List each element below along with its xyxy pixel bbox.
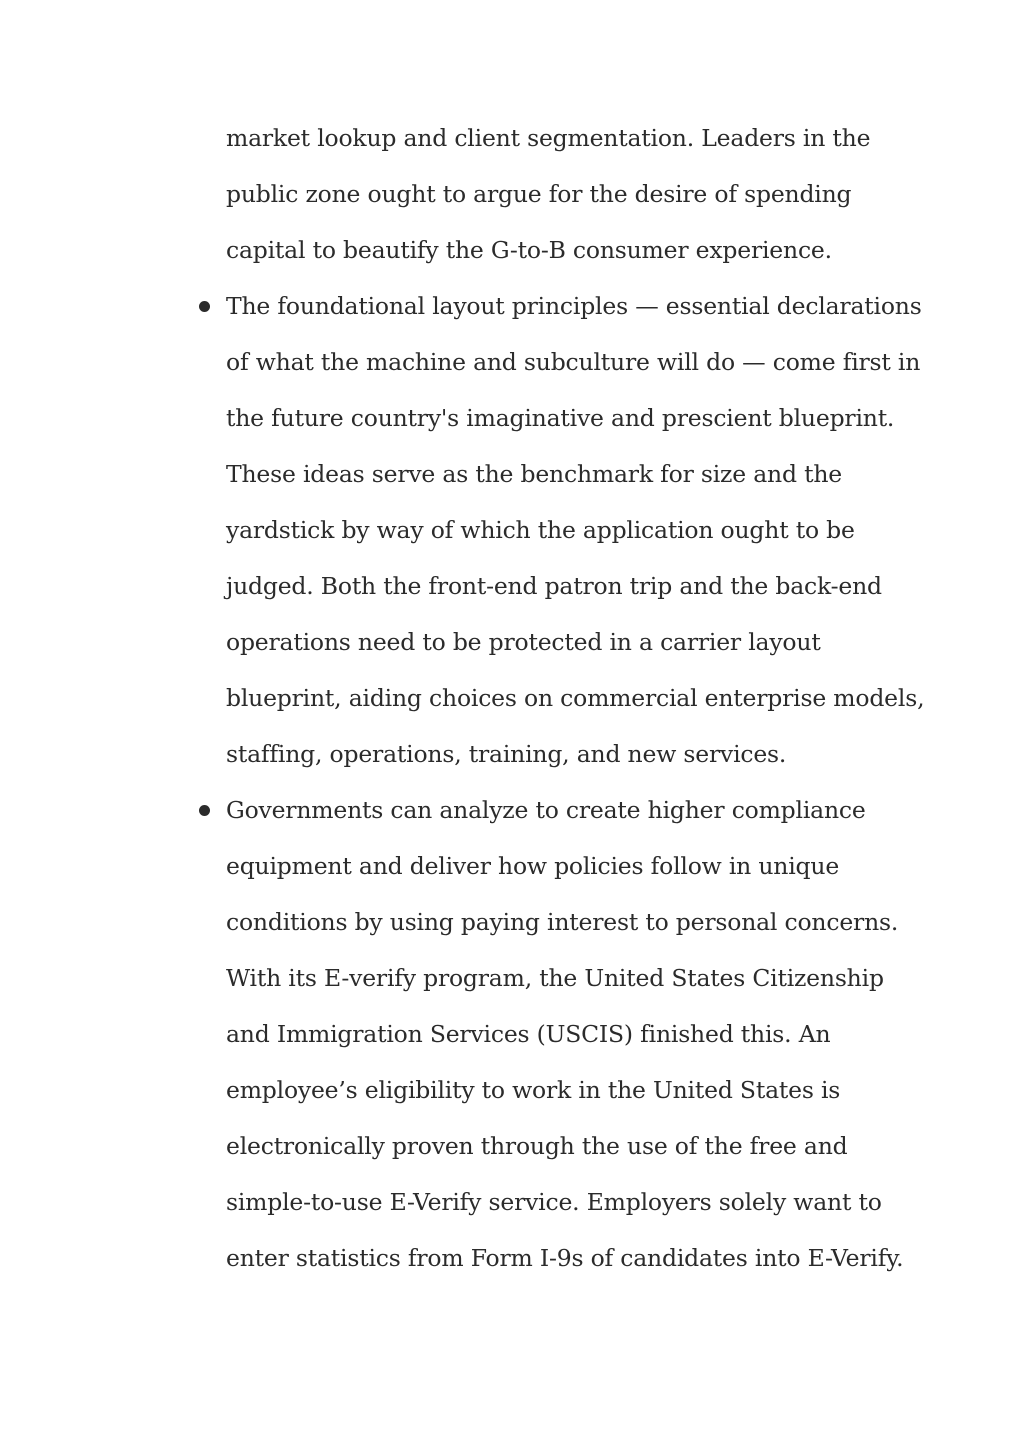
text-line: and Immigration Services (USCIS) finished this. An: [226, 1020, 831, 1048]
bullet-item-design-principles: [226, 278, 925, 782]
text-line: operations need to be protected in a carrier layout: [226, 628, 821, 656]
text-line: blueprint, aiding choices on commercial enterprise models,: [226, 684, 925, 712]
bullet-icon: [194, 278, 214, 334]
text-line: enter statistics from Form I-9s of candidates into E-Verify.: [226, 1244, 904, 1272]
paragraph-continuation: [226, 110, 916, 278]
text-line: electronically proven through the use of the free and: [226, 1132, 848, 1160]
text-line: employee’s eligibility to work in the United States is: [226, 1076, 841, 1104]
text-line: With its E-verify program, the United States Citizenship: [226, 964, 884, 992]
bullet-item-governments: [226, 782, 916, 1286]
document-body: [226, 110, 925, 1286]
text-line: capital to beautify the G-to-B consumer experience.: [226, 236, 832, 264]
bullet-icon: [194, 782, 214, 838]
text-line: judged. Both the front-end patron trip and the back-end: [226, 572, 882, 600]
text-line: Governments can analyze to create higher compliance: [226, 796, 866, 824]
text-line: of what the machine and subculture will do — come first in: [226, 348, 921, 376]
text-line: conditions by using paying interest to personal concerns.: [226, 908, 899, 936]
text-line: equipment and deliver how policies follow in unique: [226, 852, 840, 880]
text-line: simple-to-use E-Verify service. Employers solely want to: [226, 1188, 882, 1216]
text-line: public zone ought to argue for the desire of spending: [226, 180, 852, 208]
text-line: staffing, operations, training, and new services.: [226, 740, 787, 768]
text-line: yardstick by way of which the application ought to be: [226, 516, 855, 544]
text-line: the future country's imaginative and prescient blueprint.: [226, 404, 895, 432]
text-line: These ideas serve as the benchmark for size and the: [226, 460, 842, 488]
text-line: The foundational layout principles — essential declarations: [226, 292, 922, 320]
text-line: market lookup and client segmentation. Leaders in the: [226, 124, 871, 152]
